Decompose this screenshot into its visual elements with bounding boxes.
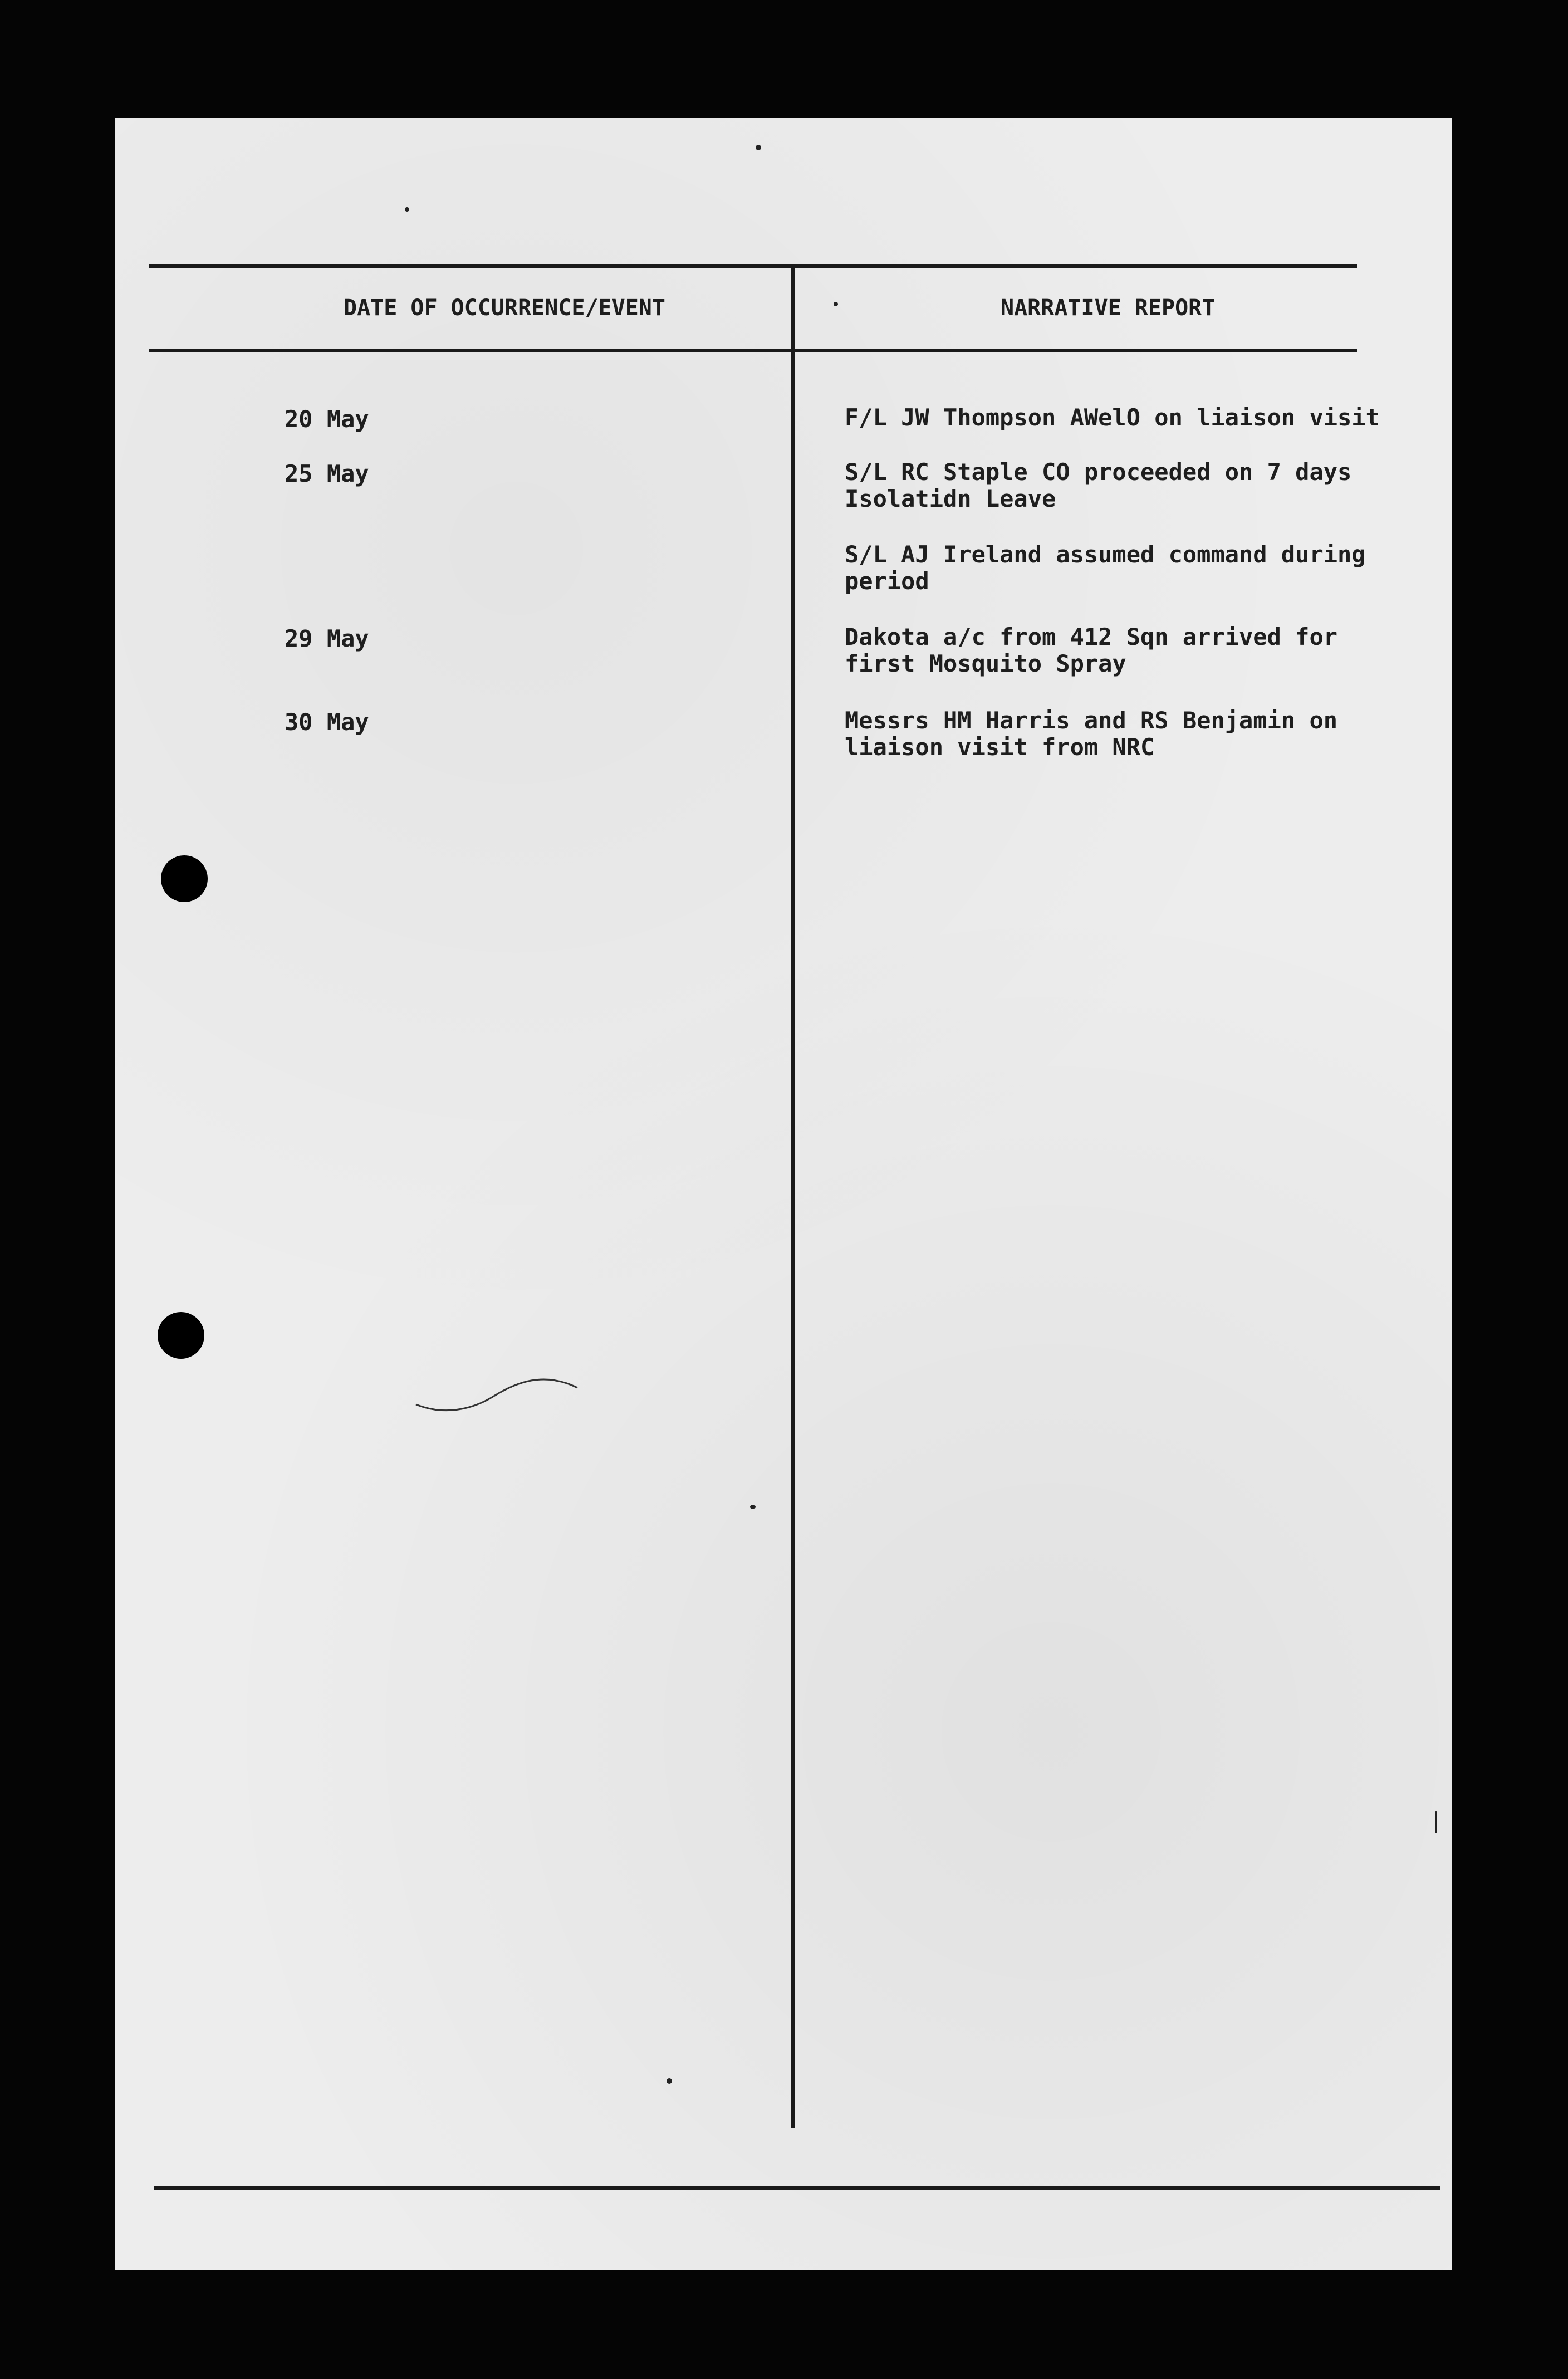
table-top-rule [149, 264, 1357, 268]
scan-speck [667, 2078, 672, 2084]
entry-date: 20 May [285, 405, 369, 433]
entry-narrative: S/L AJ Ireland assumed command during period [845, 541, 1366, 595]
document-page [115, 118, 1452, 2270]
entry-narrative: S/L RC Staple CO proceeded on 7 days Isolatidn Leave [845, 458, 1352, 512]
scan-speck [1435, 1811, 1437, 1833]
scan-speck [834, 302, 838, 306]
entry-narrative: F/L JW Thompson AWelO on liaison visit [845, 404, 1380, 431]
scan-speck [405, 207, 409, 212]
scan-speck [750, 1505, 756, 1509]
entry-narrative: Dakota a/c from 412 Sqn arrived for first Mosquito Spray [845, 623, 1338, 677]
narrative-column-header: NARRATIVE REPORT [1001, 295, 1216, 321]
scan-speck [756, 145, 761, 150]
entry-date: 25 May [285, 460, 369, 487]
punch-hole [158, 1312, 204, 1359]
column-divider [791, 266, 795, 2128]
entry-date: 29 May [285, 625, 369, 652]
punch-hole [161, 855, 208, 902]
header-bottom-rule [149, 349, 1357, 352]
entry-date: 30 May [285, 708, 369, 736]
table-bottom-rule [154, 2186, 1440, 2190]
pen-scribble-mark [410, 1365, 589, 1432]
entry-narrative: Messrs HM Harris and RS Benjamin on liaison visit from NRC [845, 707, 1338, 761]
date-column-header: DATE OF OCCURRENCE/EVENT [344, 295, 665, 321]
